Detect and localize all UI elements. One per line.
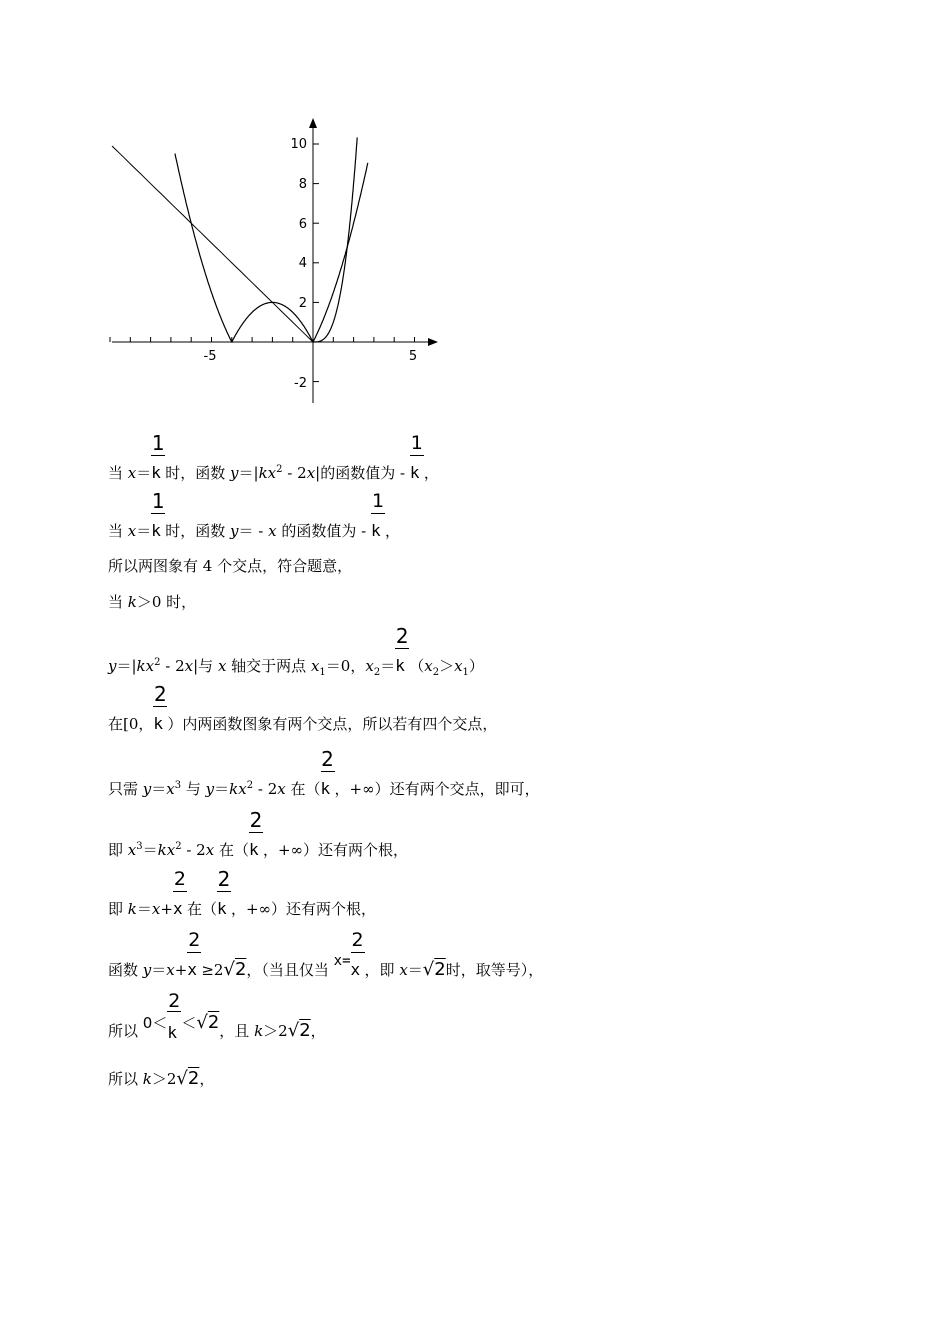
line-3: 所以两图象有 4 个交点，符合题意，	[108, 557, 353, 575]
y-tick-label-8: 8	[298, 177, 307, 192]
curve-x-cubed	[313, 137, 357, 342]
y-tick-label-4: 4	[298, 256, 307, 271]
y-tick-label-neg2: -2	[294, 376, 307, 391]
line-6: 在[0， $\frac{2}{k}$）内两函数图象有两个交点，所以若有四个交点，	[108, 682, 498, 733]
x-tick-label-5: 5	[408, 349, 418, 364]
line-4: 当 k＞0 时，	[108, 593, 197, 611]
line-2: 当 x＝ $\frac{1}{k}$时，函数 y＝ - x 的函数值为 - $\frac{1}{k}$，	[108, 489, 400, 540]
line-12: 所以 k＞2√2，	[108, 1068, 215, 1089]
line-y-neg-x	[112, 146, 313, 342]
curve-abs-kx2-2x	[175, 154, 368, 342]
line-7: 只需 $y=x^3$ 与 $y=kx^2 - 2x$ 在（ $\frac{2}{k}$，+∞）还有两个交点，即可，	[108, 747, 540, 798]
x-tick-label-neg5: -5	[203, 349, 217, 364]
y-tick-label-6: 6	[298, 217, 307, 232]
line-11: 所以 0＜ $\frac{2}{k}<√2$，且 k＞2√2，	[108, 990, 326, 1042]
line-8: 即 $x^3=kx^2 - 2x$ 在（ $\frac{2}{k}$，+∞）还有两个根，	[108, 808, 409, 859]
line-9: 即 k＝x+ $\frac{2}{x}$在（ $\frac{2}{k}$，+∞）还有两个根，	[108, 867, 377, 918]
y-tick-label-2: 2	[298, 296, 307, 311]
line-10: 函数 y＝x+ $\frac{2}{x}\ge 2√2$，（当且仅当 x= $\frac{2}{x}$，即 x＝√2时，取等号），	[108, 929, 544, 980]
line-1: 当 x＝ $\frac{1}{k}$时，函数 $y=|kx^2 - 2x|$的函数值为 - $\frac{1}{k}$，	[108, 431, 439, 482]
function-graph	[100, 110, 450, 410]
y-tick-label-10: 10	[290, 137, 307, 152]
x-axis-arrow	[428, 338, 438, 346]
line-5: $y=|kx^2 - 2x|$与 x 轴交于两点 $x_1=0$，$x_2=$ $\frac{2}{k}(x_2>x_1)$	[108, 624, 484, 678]
y-axis-arrow	[309, 118, 317, 128]
